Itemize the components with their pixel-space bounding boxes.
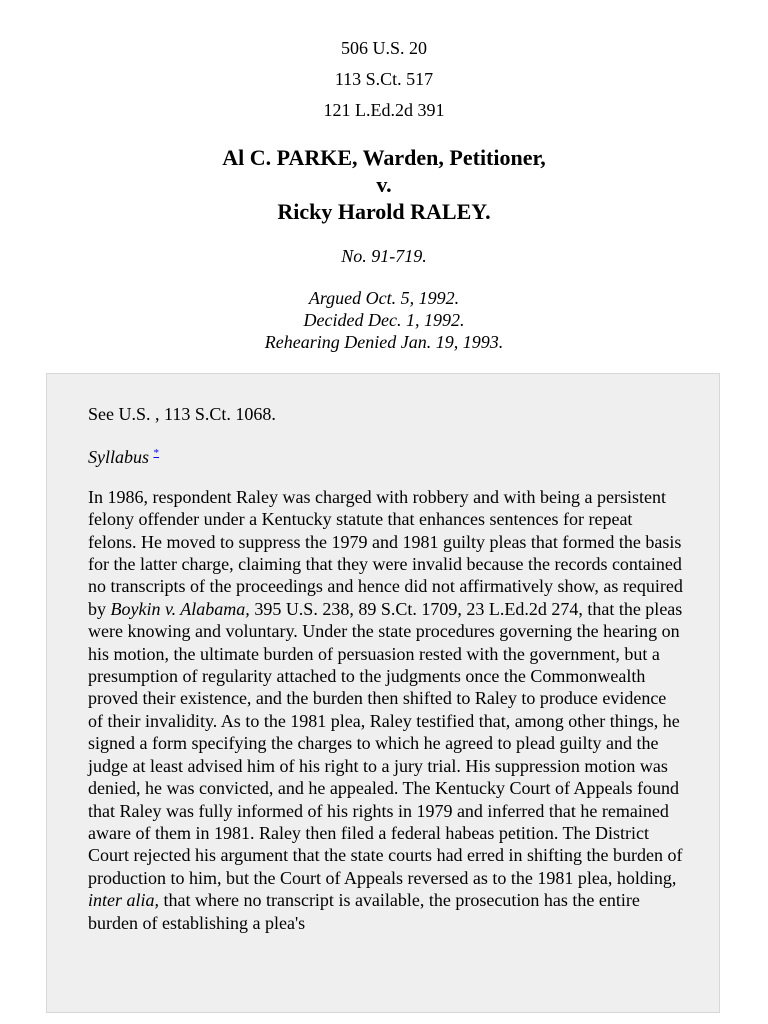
case-caption <box>0 144 768 225</box>
case-dates <box>0 287 768 353</box>
syllabus-label: Syllabus <box>88 447 149 468</box>
body-text-part-1: In 1986, respondent Raley was charged with robbery and with being a persistent felony offender under a Kentucky statute that enhances sentences for repeat felons. He moved to suppress the 1979 and 1981 guilty pleas that formed the basis for the latter charge, claiming that they were invalid because the records contained no transcripts of the proceedings and hence did not affirmatively show, as required by <box>88 486 683 619</box>
citation-us-reports: 506 U.S. 20 <box>340 38 427 58</box>
citations-block <box>0 33 768 126</box>
see-also-citation: See U.S. , 113 S.Ct. 1068. <box>88 404 276 424</box>
latin-phrase: inter alia, <box>88 890 159 911</box>
syllabus-footnote-link[interactable]: * <box>153 447 159 460</box>
docket-number: No. 91-719. <box>341 246 427 266</box>
caption-respondent: Ricky Harold RALEY. <box>277 199 491 224</box>
argued-date: Argued Oct. 5, 1992. <box>308 288 460 308</box>
citation-lawyers-edition: 121 L.Ed.2d 391 <box>323 100 445 120</box>
case-name-boykin: Boykin v. Alabama, <box>110 598 250 619</box>
decided-date: Decided Dec. 1, 1992. <box>303 310 465 330</box>
opinion-content <box>88 403 684 934</box>
caption-versus: v. <box>376 172 392 197</box>
body-text-part-2: 395 U.S. 238, 89 S.Ct. 1709, 23 L.Ed.2d 274, that the pleas were knowing and voluntary. Under the state procedures governing the hearing on his motion, the ultimate burden of persuasion rested with the government, but a presumption of regularity attached to the judgments once the Commonwealth proved their existence, and the burden then shifted to Raley to produce evidence of their invalidity. As to the 1981 plea, Raley testified that, among other things, he signed a form specifying the charges to which he agreed to plead guilty and the judge at least advised him of his right to a jury trial. His suppression motion was denied, he was convicted, and he appealed. The Kentucky Court of Appeals found that Raley was fully informed of his rights in 1979 and inferred that he remained aware of them in 1981. Raley then filed a federal habeas petition. The District Court rejected his argument that the state courts had erred in shifting the burden of production to him, but the Court of Appeals reversed as to the 1981 plea, holding, <box>88 598 683 888</box>
caption-petitioner: Al C. PARKE, Warden, Petitioner, <box>222 145 546 170</box>
rehearing-date: Rehearing Denied Jan. 19, 1993. <box>264 332 504 352</box>
citation-supreme-court-reporter: 113 S.Ct. 517 <box>334 69 434 89</box>
syllabus-paragraph <box>88 486 684 934</box>
opinion-panel <box>46 373 720 1013</box>
body-text-part-3: that where no transcript is available, the prosecution has the entire burden of establishing a plea's <box>88 890 640 933</box>
syllabus-heading <box>88 442 684 468</box>
